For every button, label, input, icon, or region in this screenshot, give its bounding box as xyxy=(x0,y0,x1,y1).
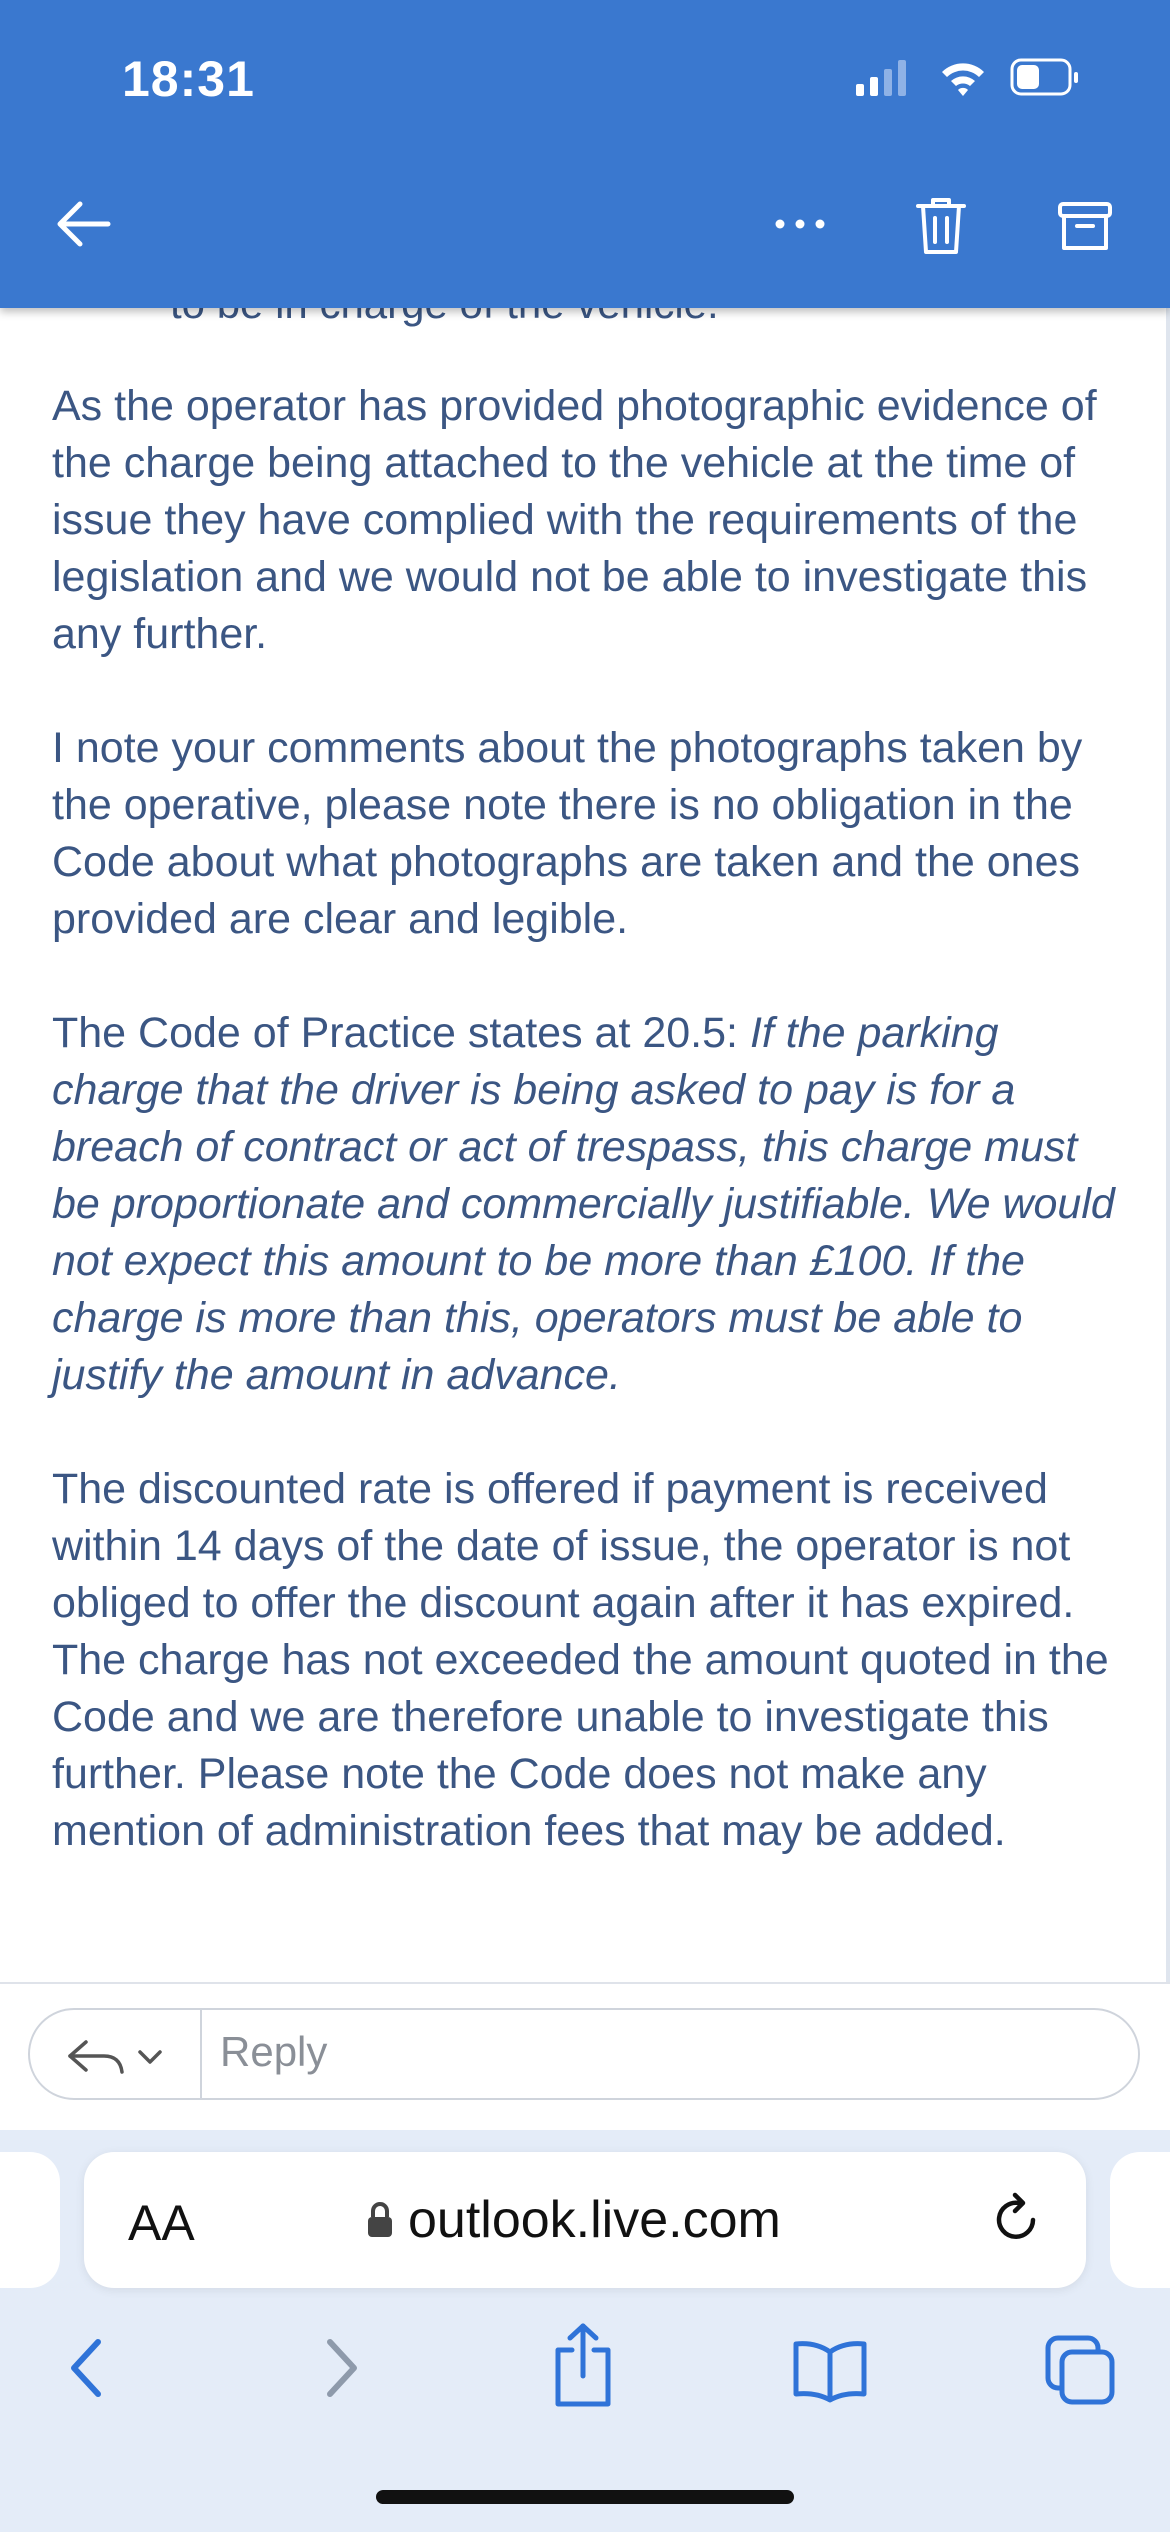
url-text: outlook.live.com xyxy=(408,2191,781,2249)
reply-box[interactable] xyxy=(28,2008,1140,2100)
app-header xyxy=(0,0,1170,308)
paragraph-photographic-evidence: As the operator has provided photographic evidence of the charge being attached to the vehicle at the time of issue they have complied with the requirements of the legislation and we would not be able to investigate this any further. xyxy=(52,382,1097,658)
battery-icon xyxy=(1012,60,1078,94)
bookmarks-icon[interactable] xyxy=(790,2330,870,2410)
browser-back-icon[interactable] xyxy=(62,2330,112,2410)
url-field[interactable] xyxy=(366,2190,781,2250)
next-tab-card[interactable] xyxy=(1110,2152,1170,2288)
code-quote: If the parking charge that the driver is being asked to pay is for a breach of contract or act of trespass, this charge must be proportionate and commercially justifiable. We would not expect this amount to be more than £100. If the charge is more than this, operators must be able to justify the amount in advance. xyxy=(52,1009,1115,1399)
tabs-icon[interactable] xyxy=(1040,2330,1120,2410)
share-icon[interactable] xyxy=(548,2320,618,2410)
reply-divider xyxy=(200,2010,202,2098)
paragraph-discounted-rate: The discounted rate is offered if payment is received within 14 days of the date of issue, the operator is not obliged to offer the discount again after it has expired. The charge has not exceeded the amount quoted in the Code and we are therefore unable to investigate this further. Please note the Code does not make any mention of administration fees that may be added. xyxy=(52,1465,1109,1855)
reload-icon[interactable] xyxy=(989,2190,1045,2250)
email-text xyxy=(52,378,1122,1917)
signal-icon xyxy=(856,60,906,96)
status-time: 18:31 xyxy=(122,51,255,107)
reply-input[interactable]: Reply xyxy=(220,2028,328,2075)
text-size-button[interactable]: AA xyxy=(128,2195,195,2251)
home-indicator xyxy=(376,2490,794,2504)
paragraph-photographs: I note your comments about the photographs taken by the operative, please note there is no obligation in the Code about what photographs are taken and the ones provided are clear and legible. xyxy=(52,724,1083,943)
browser-forward-icon[interactable] xyxy=(316,2330,366,2410)
archive-icon[interactable] xyxy=(1056,198,1114,256)
reply-options-icon[interactable] xyxy=(60,2030,200,2080)
wifi-icon xyxy=(942,63,984,96)
previous-tab-card[interactable] xyxy=(0,2152,60,2288)
lock-icon xyxy=(366,2201,394,2239)
reply-bar xyxy=(0,1982,1170,2130)
trash-icon[interactable] xyxy=(912,194,970,258)
status-icons xyxy=(850,56,1090,100)
code-intro: The Code of Practice states at 20.5: xyxy=(52,1009,750,1057)
email-body xyxy=(0,308,1170,1982)
back-arrow-icon[interactable] xyxy=(50,196,120,252)
more-dots-icon[interactable] xyxy=(770,210,830,238)
paragraph-code-of-practice xyxy=(52,1005,1122,1404)
address-bar[interactable] xyxy=(84,2152,1086,2288)
browser-toolbar xyxy=(0,2300,1170,2460)
